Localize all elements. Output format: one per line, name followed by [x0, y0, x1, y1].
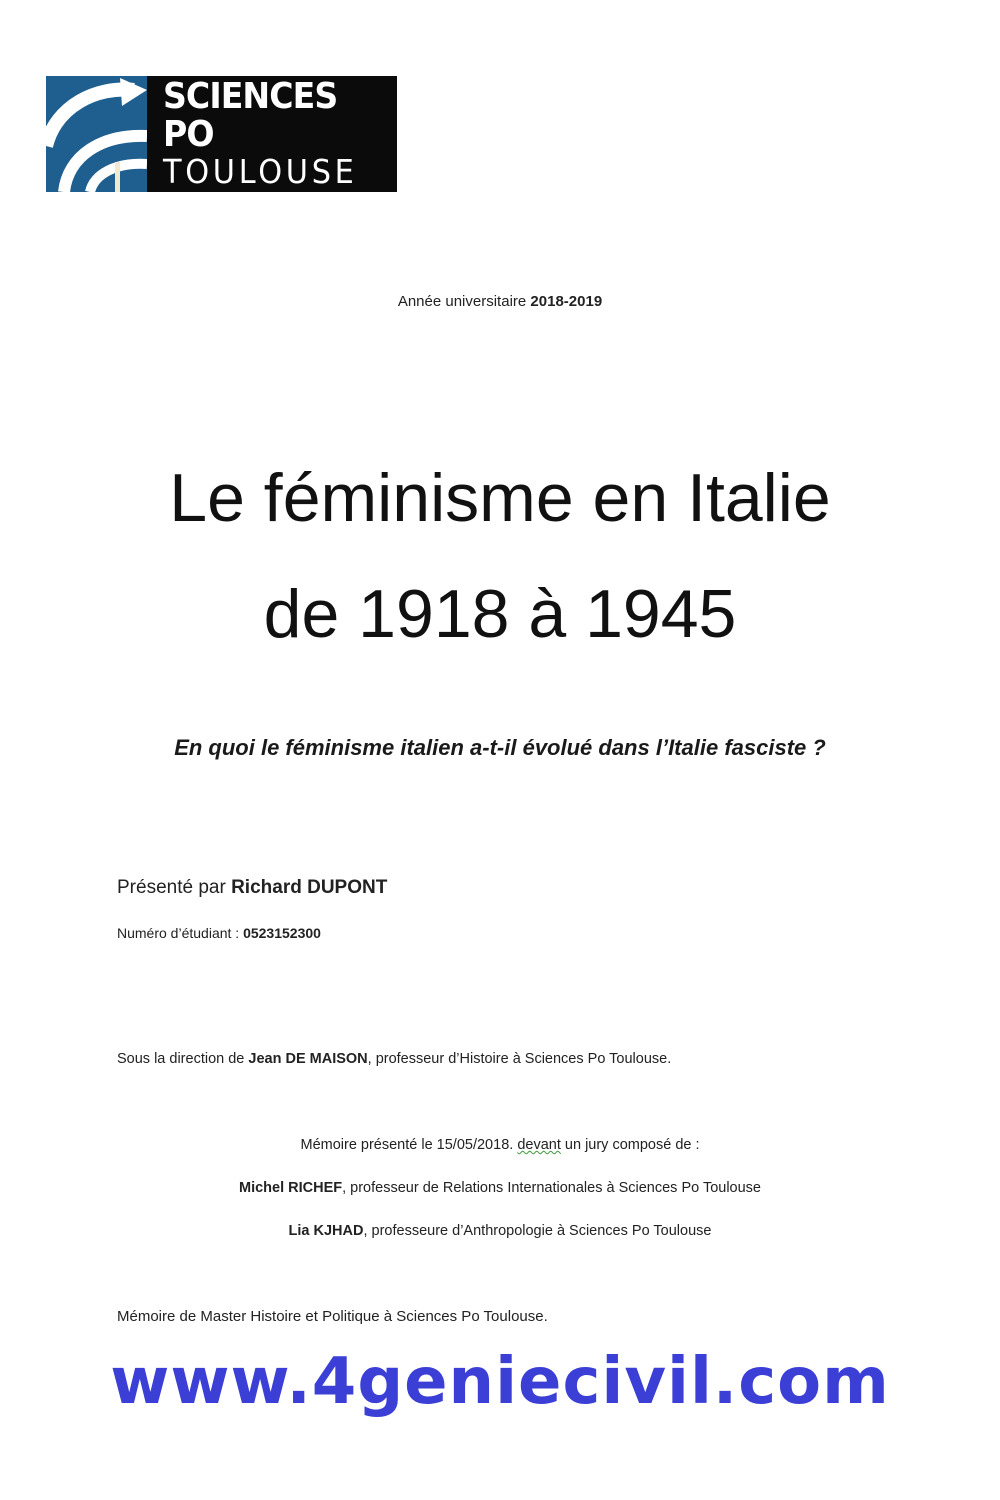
master-program: Mémoire de Master Histoire et Politique à Sciences Po Toulouse. — [117, 1308, 548, 1325]
jury-intro-rest: un jury composé de : — [564, 1137, 700, 1153]
website-watermark[interactable]: www.4geniecivil.com — [110, 1345, 890, 1419]
logo-arrow-icon — [46, 76, 147, 192]
document-title — [0, 440, 1000, 672]
supervision-prefix: Sous la direction de — [117, 1051, 245, 1067]
sciences-po-logo — [46, 76, 397, 192]
academic-year — [0, 293, 1000, 310]
supervision — [117, 1051, 671, 1067]
supervisor-name: Jean DE MAISON — [248, 1051, 368, 1067]
jury-member-name: Michel RICHEF — [238, 1180, 343, 1196]
jury-member-name: Lia KJHAD — [288, 1223, 364, 1239]
presenter-label: Présenté par — [117, 877, 226, 898]
student-number-value: 0523152300 — [243, 925, 321, 941]
presenter — [117, 877, 387, 899]
jury-intro — [0, 1137, 1000, 1153]
jury-intro-date: Mémoire présenté le 15/05/2018. — [300, 1137, 514, 1153]
supervisor-role: , professeur d’Histoire à Sciences Po Toulouse. — [367, 1051, 672, 1067]
jury-member — [0, 1180, 1000, 1196]
presenter-name: Richard DUPONT — [231, 877, 388, 898]
spellcheck-flagged-word: devant — [517, 1137, 561, 1153]
academic-year-value: 2018-2019 — [530, 293, 603, 310]
student-number — [117, 925, 321, 941]
logo-line-sciences-po: SCIENCES PO — [163, 76, 338, 155]
jury-member-role: , professeure d’Anthropologie à Sciences Po Toulouse — [363, 1223, 712, 1239]
title-line-1: Le féminisme en Italie — [169, 460, 831, 536]
logo-line-toulouse: TOULOUSE — [163, 151, 358, 191]
title-line-2: de 1918 à 1945 — [263, 576, 737, 652]
academic-year-label: Année universitaire — [397, 293, 527, 310]
research-question: En quoi le féminisme italien a-t-il évolué dans l’Italie fasciste ? — [174, 735, 826, 760]
student-number-label: Numéro d’étudiant : — [117, 925, 240, 941]
logo-wordmark — [147, 76, 397, 192]
jury-member — [0, 1223, 1000, 1239]
jury-member-role: , professeur de Relations Internationales à Sciences Po Toulouse — [342, 1180, 761, 1196]
